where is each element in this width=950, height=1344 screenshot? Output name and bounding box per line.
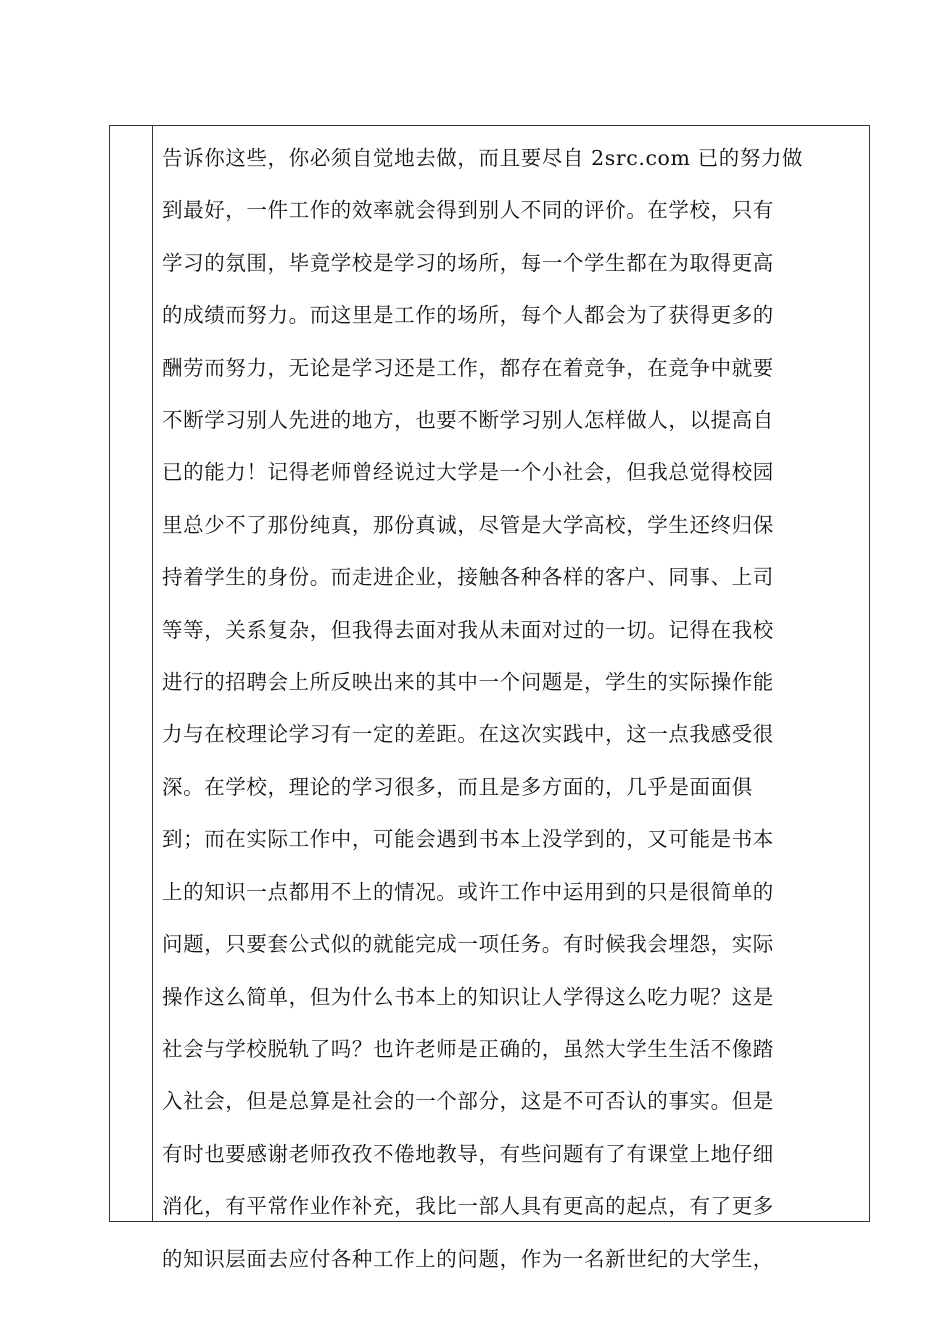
text-line: 学习的氛围，毕竟学校是学习的场所，每一个学生都在为取得更高 [162,250,774,275]
text-line: 上的知识一点都用不上的情况。或许工作中运用到的只是很简单的 [162,879,774,904]
report-table [109,125,870,1271]
text-line: 的知识层面去应付各种工作上的问题，作为一名新世纪的大学生， [162,1246,774,1271]
text-line: 持着学生的身份。而走进企业，接触各种各样的客户、同事、上司 [162,565,774,590]
text-line: 力与在校理论学习有一定的差距。在这次实践中，这一点我感受很 [162,722,774,747]
text-line: 已的能力！记得老师曾经说过大学是一个小社会，但我总觉得校园 [162,460,774,485]
text-line: 有时也要感谢老师孜孜不倦地教导，有些问题有了有课堂上地仔细 [162,1141,774,1166]
body-paragraph [162,132,832,1285]
text-line: 酬劳而努力，无论是学习还是工作，都存在着竞争，在竞争中就要 [162,355,774,380]
text-line: 不断学习别人先进的地方，也要不断学习别人怎样做人，以提高自 [162,408,774,433]
text-line: 消化，有平常作业作补充，我比一部人具有更高的起点，有了更多 [162,1194,774,1219]
text-line: 问题，只要套公式似的就能完成一项任务。有时候我会埋怨，实际 [162,932,774,957]
text-line: 进行的招聘会上所反映出来的其中一个问题是，学生的实际操作能 [162,670,774,695]
label-column [110,126,153,1221]
text-line: 里总少不了那份纯真，那份真诚，尽管是大学高校，学生还终归保 [162,512,774,537]
text-line: 深。在学校，理论的学习很多，而且是多方面的，几乎是面面俱 [162,774,753,799]
text-line: 到最好，一件工作的效率就会得到别人不同的评价。在学校，只有 [162,198,774,223]
text-line: 等等，关系复杂，但我得去面对我从未面对过的一切。记得在我校 [162,617,774,642]
text-line: 入社会，但是总算是社会的一个部分，这是不可否认的事实。但是 [162,1089,774,1114]
text-line: 到；而在实际工作中，可能会遇到书本上没学到的，又可能是书本 [162,827,774,852]
text-line: 操作这么简单，但为什么书本上的知识让人学得这么吃力呢？这是 [162,984,774,1009]
text-line: 告诉你这些，你必须自觉地去做，而且要尽自 2src.com 已的努力做 [162,146,804,170]
text-line: 的成绩而努力。而这里是工作的场所，每个人都会为了获得更多的 [162,303,774,328]
content-cell [154,126,869,1271]
text-line: 社会与学校脱轨了吗？也许老师是正确的，虽然大学生生活不像踏 [162,1036,774,1061]
